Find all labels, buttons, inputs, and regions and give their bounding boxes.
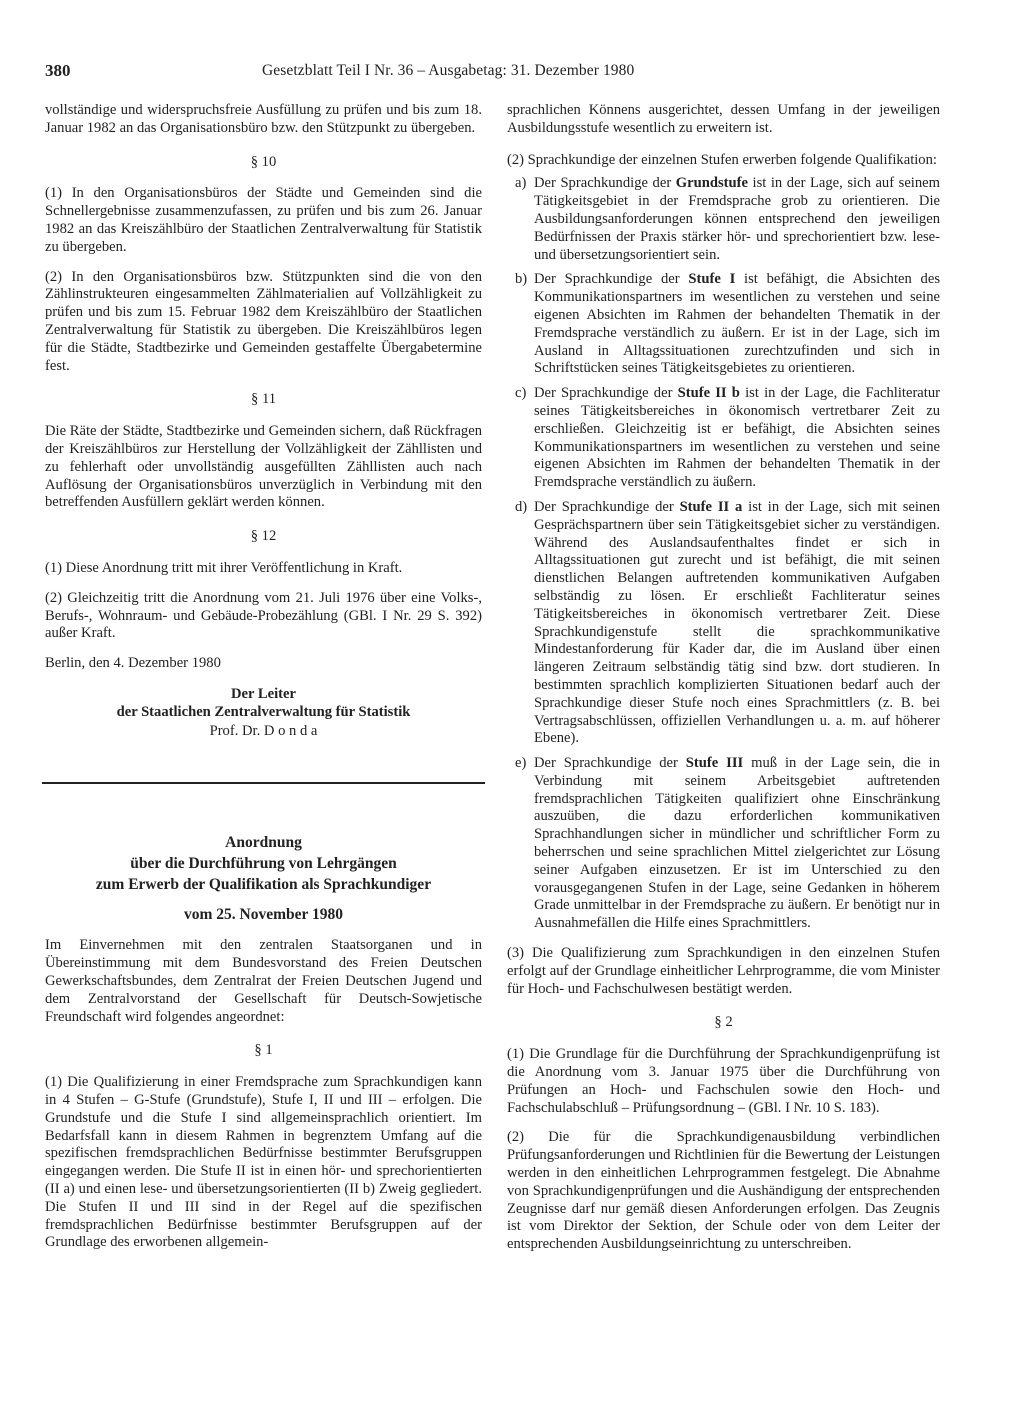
level-name: Stufe II b (677, 385, 740, 402)
decree-title-line-1: Anordnung (225, 834, 302, 852)
running-header: Gesetzblatt Teil I Nr. 36 – Ausgabetag: 31. Dezember 1980 (262, 62, 635, 79)
section-11-paragraph: Die Räte der Städte, Stadtbezirke und Gemeinden sichern, daß Rückfragen der Kreiszählbüros zur Herstellung der Vollzähligkeit der Zähllisten und zu fehlerhaft oder unvollständig ausgefüllten Zähllisten auch nach Auflösung der Organisationsbüros unverzüglich in Verbindung mit den betreffenden Ausfüllern geklärt werden können. (45, 423, 482, 511)
section-2-paragraph-2: (2) Die für die Sprachkundigenausbildung verbindlichen Prüfungsanforderungen und Richtlinien für die Bewertung der Leistungen werden in den einheitlichen Lehrprogrammen festgelegt. Die Abnahme von Sprachkundigenprüfungen und die Aushändigung der entsprechenden Zeugnisse darf nur gemäß diesen Anforderungen erfolgen. Das Zeugnis ist vom Direktor der Sektion, der Schule oder von dem Leiter der entsprechenden Ausbildungseinrichtung zu unterschreiben. (507, 1129, 940, 1253)
signature-block (45, 685, 482, 741)
right-column (507, 102, 940, 1266)
item-marker: a) (515, 175, 527, 192)
qualification-item-b: b) Der Sprachkundige der Stufe I ist befähigt, die Absichten des Kommunikationspartners im wesentlichen zu verstehen und seine eigenen Absichten im Rahmen der behandelten Thematik in der Fremdsprache verständlich zu äußern. Er ist in der Lage, sich im Ausland in Alltagssituationen zurechtzufinden und sich in Schriftstücken seines Tätigkeitsgebietes zu orientieren. (515, 271, 941, 377)
page-number: 380 (45, 61, 71, 80)
decree-title (45, 832, 482, 925)
section-10-paragraph-1: (1) In den Organisationsbüros der Städte und Gemeinden sind die Schnellergebnisse zusammenzufassen, zu prüfen und bis zum 26. Januar 1982 an das Kreiszählbüro der Staatlichen Zentralverwaltung für Statistik zu übergeben. (45, 185, 482, 255)
level-name: Stufe II a (679, 498, 743, 515)
decree-date: vom 25. November 1980 (184, 906, 343, 924)
decree-title-line-3: zum Erwerb der Qualifikation als Sprachkundiger (95, 876, 432, 894)
section-1-paragraph-1: (1) Die Qualifizierung in einer Fremdsprache zum Sprachkundigen kann in 4 Stufen – G-Stufe (Grundstufe), Stufe I, II und III – erfolgen. Die Grundstufe und die Stufe I sind allgemeinsprachlich orientiert. Im Bedarfsfall kann in diesem Rahmen in begrenztem Umfang auf die spezifischen fremdsprachlichen Bedürfnisse bestimmter Berufsgruppen eingegangen werden. Die Stufe II ist in einen hör- und sprechorientierten (II a) und einen lese- und übersetzungsorientierten (II b) Zweig gegliedert. Die Stufen II und III sind in der Regel auf die spezifischen fremdsprachlichen Bedürfnisse bestimmter Berufsgruppen auf der Grundlage des erworbenen allgemein- (45, 1074, 482, 1251)
level-name: Stufe I (688, 271, 736, 288)
left-column (45, 102, 482, 1264)
item-marker: b) (515, 271, 528, 288)
section-12-paragraph-2: (2) Gleichzeitig tritt die Anordnung vom 21. Juli 1976 über eine Volks-, Berufs-, Wohnraum- und Gebäude-Probezählung (GBl. I Nr. 29 S. 392) außer Kraft. (45, 589, 482, 642)
section-1-paragraph-3: (3) Die Qualifizierung zum Sprachkundigen in den einzelnen Stufen erfolgt auf der Grundlage einheitlicher Lehrprogramme, die vom Minister für Hoch- und Fachschulwesen bestätigt werden. (507, 945, 940, 997)
section-heading-1: § 1 (254, 1042, 273, 1059)
paragraph-continued-right: sprachlichen Könnens ausgerichtet, dessen Umfang in der jeweiligen Ausbildungsstufe wesentlich zu erweitern ist. (507, 102, 940, 136)
item-marker: d) (515, 498, 528, 515)
section-2-paragraph-1: (1) Die Grundlage für die Durchführung der Sprachkundigenprüfung ist die Anordnung vom 3. Januar 1975 über die Durchführung von Prüfungen an Hoch- und Fachschulen sowie den Hoch- und Fachschulabschluß – Prüfungsordnung – (GBl. I Nr. 10 S. 183). (507, 1046, 940, 1116)
signature-title-1: Der Leiter (231, 685, 296, 702)
level-name: Stufe III (685, 755, 744, 772)
decree-preamble: Im Einvernehmen mit den zentralen Staatsorganen und in Übereinstimmung mit dem Bundesvorstand des Freien Deutschen Gewerkschaftsbundes, dem Zentralrat der Freien Deutschen Jugend und dem Zentralvorstand der Gesellschaft für Deutsch-Sowjetische Freundschaft wird folgendes angeordnet: (45, 937, 482, 1025)
section-1-paragraph-2-intro: (2) Sprachkundige der einzelnen Stufen erwerben folgende Qualifikation: (507, 151, 937, 168)
signature-name: Prof. Dr. D o n d a (209, 722, 318, 739)
section-10-paragraph-2: (2) In den Organisationsbüros bzw. Stützpunkten sind die von den Zählinstrukteuren eingesammelten Zählmaterialien auf Vollzähligkeit zu prüfen und bis zum 15. Februar 1982 dem Kreiszählbüro der Staatlichen Zentralverwaltung für Statistik zu übergeben. Die Kreiszählbüros legen für die Städte, Stadtbezirke und Gemeinden gestaffelte Übergabetermine fest. (45, 268, 482, 374)
section-heading-11: § 11 (251, 391, 276, 408)
section-heading-10: § 10 (250, 153, 277, 170)
level-name: Grundstufe (675, 175, 748, 192)
qualification-item-a: a) Der Sprachkundige der Grundstufe ist in der Lage, sich auf seinem Tätigkeitsgebiet in der Fremdsprache grob zu orientieren. Die Ausbildungsanforderungen können entsprechend den jeweiligen Bedürfnissen der Praxis stärker hör- und sprechorientiert bzw. lese- und übersetzungsorientiert sein. (515, 175, 940, 263)
qualification-item-d: d) Der Sprachkundige der Stufe II a ist in der Lage, sich mit seinen Gesprächspartnern über sein Tätigkeitsgebiet sicher zu verständigen. Während des Auslandsaufenthaltes findet er sich in Alltagssituationen gut zurecht und ist befähigt, die mit seinen dienstlichen Belangen auftretenden kommunikativen Aufgaben selbständig zu lösen. Er erschließt Fachliteratur seines Tätigkeitsbereiches in ökonomisch vertretbarer Zeit. Diese Sprachkundigenstufe stellt die sprachkommunikative Mindestanforderung für Kader dar, die im Ausland über einen längeren Zeitraum selbständig tätig sind bzw. dort studieren. In bestimmten sprachlich komplizierten Situationen bedarf auch der Sprachkundige dieser Stufe noch eines Sprachmittlers (z. B. bei Vertragsabschlüssen, offiziellen Verhandlungen u. a. m. auf höherer Ebene). (515, 498, 940, 747)
signature-title-2: der Staatlichen Zentralverwaltung für Statistik (116, 704, 411, 721)
qualification-item-e: e) Der Sprachkundige der Stufe III muß in der Lage sein, die in Verbindung mit seinem Arbeitsgebiet auftretenden fremdsprachlichen Tätigkeiten qualifiziert ohne Einschränkung auszuüben, die dazu erforderlichen kommunikativen Sprachhandlungen sicher in mündlicher und schriftlicher Form zu beherrschen und seine sprachlichen Mittel zielgerichtet zur Lösung seiner Aufgaben einzusetzen. Er ist im Unterschied zu den vorausgegangenen Stufen in der Lage, seine Gedanken in höherem Grade unmittelbar in der Fremdsprache zu äußern. Er benötigt nur in Ausnahmefällen die Hilfe eines Sprachmittlers. (515, 755, 941, 932)
place-date: Berlin, den 4. Dezember 1980 (45, 655, 221, 672)
paragraph-continued: vollständige und widerspruchsfreie Ausfüllung zu prüfen und bis zum 18. Januar 1982 an das Organisationsbüro bzw. den Stützpunkt zu übergeben. (45, 102, 482, 136)
item-marker: c) (515, 385, 527, 402)
section-12-paragraph-1: (1) Diese Anordnung tritt mit ihrer Veröffentlichung in Kraft. (45, 559, 403, 576)
qualification-item-c: c) Der Sprachkundige der Stufe II b ist in der Lage, die Fachliteratur seines Tätigkeitsbereiches in ökonomisch vertretbarer Zeit zu erschließen. Gleichzeitig ist er befähigt, die Absichten seines Kommunikationspartners im wesentlichen zu verstehen und seine eigenen Absichten im Rahmen der behandelten Thematik in der Fremdsprache verständlich zu äußern. (515, 385, 940, 491)
section-heading-2: § 2 (714, 1014, 733, 1031)
item-marker: e) (515, 755, 527, 772)
decree-title-line-2: über die Durchführung von Lehrgängen (130, 855, 397, 873)
section-divider (42, 782, 485, 784)
section-heading-12: § 12 (250, 528, 277, 545)
